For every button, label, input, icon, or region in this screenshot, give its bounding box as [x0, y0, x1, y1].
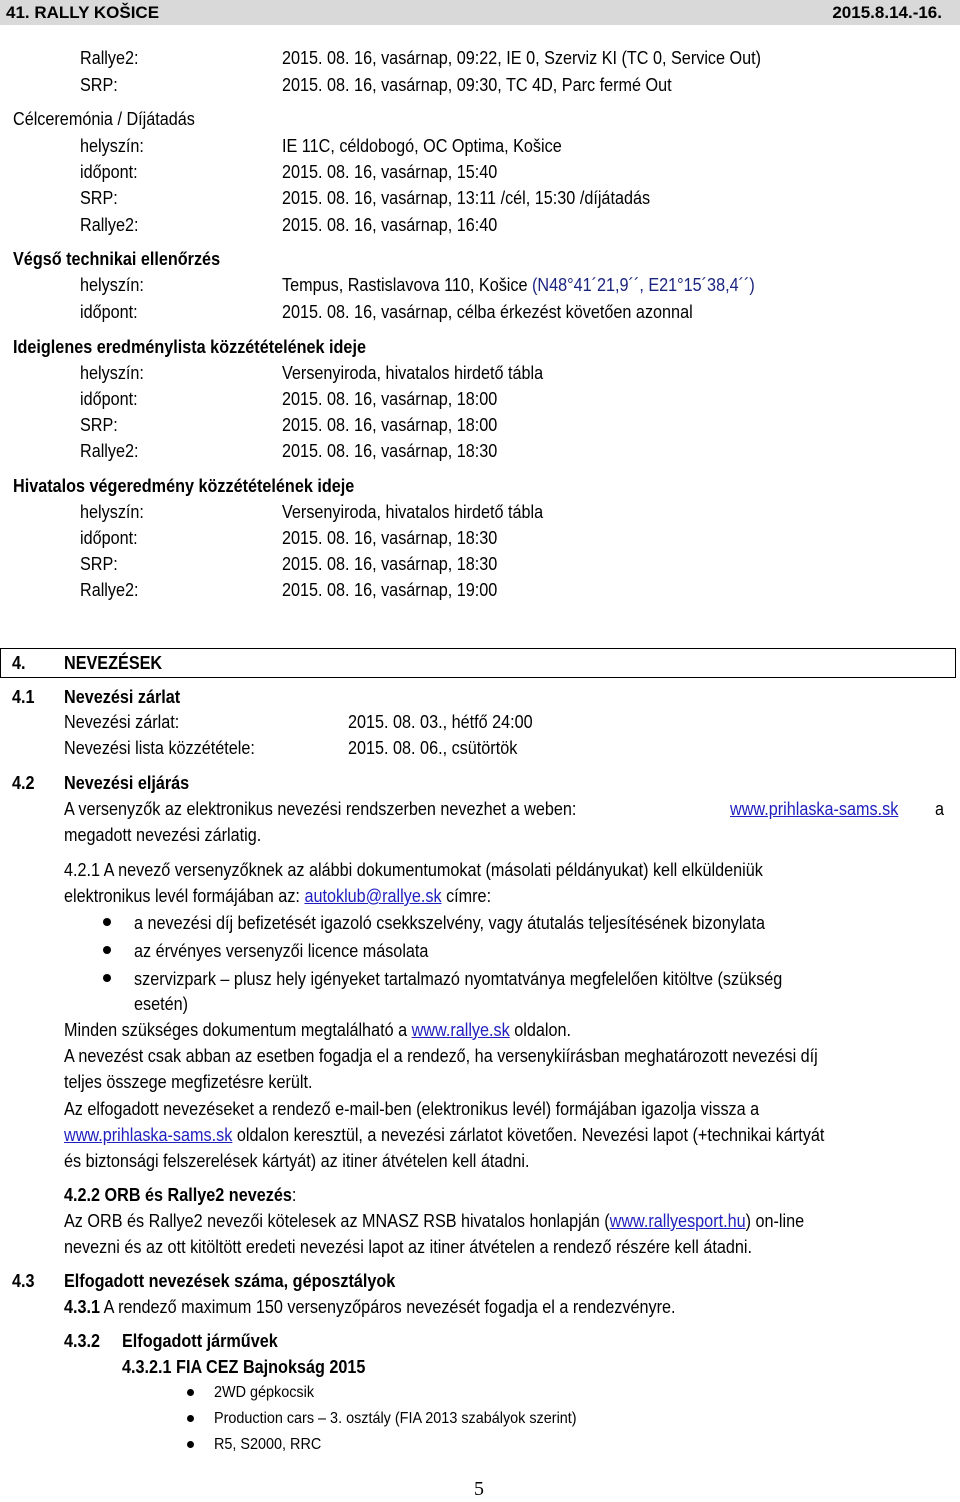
list-item: R5, S2000, RRC: [214, 1436, 322, 1453]
section-4-3-2-1-title: 4.3.2.1 FIA CEZ Bajnokság 2015: [122, 1357, 366, 1377]
section-4-3-1-number: 4.3.1: [64, 1297, 101, 1317]
location-coordinates: (N48°41´21,9´´, E21°15´38,4´´): [532, 275, 755, 295]
section-4-3-2-number: 4.3.2: [64, 1331, 101, 1351]
confirmation-line2-text: oldalon keresztül, a nevezési zárlatot követően. Nevezési lapot (+technikai kártyát: [236, 1125, 825, 1145]
ceremony-label: helyszín:: [80, 136, 144, 156]
ceremony-label: SRP:: [80, 188, 118, 208]
bullet-icon: [187, 1441, 194, 1448]
provisional-label: helyszín:: [80, 363, 144, 383]
list-item: az érvényes versenyzői licence másolata: [134, 941, 429, 961]
provisional-label: Rallye2:: [80, 441, 139, 461]
section-4-3-1-text: A rendező maximum 150 versenyzőpáros nevezését fogadja el a rendezvényre.: [103, 1297, 676, 1317]
autoklub-email-link[interactable]: autoklub@rallye.sk: [304, 886, 442, 906]
prihlaska-link[interactable]: www.prihlaska-sams.sk: [730, 799, 899, 819]
list-item: a nevezési díj befizetését igazoló csekkszelvény, vagy átutalás teljesítésének bizonylata: [134, 913, 765, 933]
bullet-icon: [103, 946, 111, 954]
official-value: 2015. 08. 16, vasárnap, 18:30: [282, 528, 498, 548]
official-label: helyszín:: [80, 502, 144, 522]
section-4-2-1-line2-text: elektronikus levél formájában az:: [64, 886, 300, 906]
page-number: 5: [474, 1478, 484, 1500]
section-4-2-1-line2-end: címre:: [446, 886, 492, 906]
confirmation-text: Az elfogadott nevezéseket a rendező e-mail-ben (elektronikus levél) formájában igazolja vissza a: [64, 1099, 760, 1119]
ceremony-value: 2015. 08. 16, vasárnap, 13:11 /cél, 15:30 /díjátadás: [282, 188, 651, 208]
section-4-3-1-para: [64, 1296, 675, 1318]
final-check-heading: Végső technikai ellenőrzés: [13, 249, 221, 269]
acceptance-text-line2: teljes összege megfizetésre került.: [64, 1072, 313, 1092]
list-item: Production cars – 3. osztály (FIA 2013 szabályok szerint): [214, 1410, 577, 1427]
official-label: SRP:: [80, 554, 118, 574]
list-item-continuation: esetén): [134, 994, 189, 1014]
ceremony-value: 2015. 08. 16, vasárnap, 15:40: [282, 162, 498, 182]
section-4-2-2-line2: nevezni és az ott kitöltött eredeti nevezési lapot az itiner átvételen a rendező részére kell átadni.: [64, 1237, 752, 1257]
official-value: 2015. 08. 16, vasárnap, 19:00: [282, 580, 498, 600]
section-4-2-2-colon: :: [291, 1185, 297, 1205]
section-4-2-2-heading: [64, 1184, 296, 1206]
documents-note: [64, 1019, 571, 1041]
bullet-icon: [103, 918, 111, 926]
ceremony-heading: Célceremónia / Díjátadás: [13, 109, 195, 129]
entry-deadline-value: 2015. 08. 03., hétfő 24:00: [348, 712, 533, 732]
schedule-value: 2015. 08. 16, vasárnap, 09:30, TC 4D, Parc fermé Out: [282, 75, 672, 95]
provisional-heading: Ideiglenes eredménylista közzétételének ideje: [13, 337, 366, 357]
entry-procedure-text-end: a: [935, 799, 945, 819]
rallye-link[interactable]: www.rallye.sk: [411, 1020, 510, 1040]
bullet-icon: [187, 1415, 194, 1422]
section-4-2-2-title: 4.2.2 ORB és Rallye2 nevezés: [64, 1185, 292, 1205]
acceptance-text: A nevezést csak abban az esetben fogadja el a rendező, ha versenykiírásban meghatározott nevezési díj: [64, 1046, 818, 1066]
section-4-1-title: Nevezési zárlat: [64, 687, 181, 707]
entry-list-label: Nevezési lista közzététele:: [64, 738, 255, 758]
final-check-label: időpont:: [80, 302, 138, 322]
provisional-value: 2015. 08. 16, vasárnap, 18:00: [282, 389, 498, 409]
list-item: szervizpark – plusz hely igényeket tartalmazó nyomtatványa megfelelően kitöltve (szükség: [134, 969, 783, 989]
header-date: 2015.8.14.-16.: [832, 3, 942, 22]
section-4-2-1-line2: [64, 885, 491, 907]
official-heading: Hivatalos végeredmény közzétételének ideje: [13, 476, 355, 496]
final-check-label: helyszín:: [80, 275, 144, 295]
ceremony-label: időpont:: [80, 162, 138, 182]
entry-list-value: 2015. 08. 06., csütörtök: [348, 738, 518, 758]
official-value: Versenyiroda, hivatalos hirdető tábla: [282, 502, 544, 522]
section-4-3-2-title: Elfogadott járművek: [122, 1331, 278, 1351]
section-4-2-2-line1: [64, 1210, 804, 1232]
bullet-icon: [103, 974, 111, 982]
official-label: időpont:: [80, 528, 138, 548]
page-header: [0, 0, 960, 25]
section-4-1-number: 4.1: [12, 687, 35, 707]
bullet-icon: [187, 1389, 194, 1396]
documents-note-end: oldalon.: [514, 1020, 572, 1040]
section-4-3-number: 4.3: [12, 1271, 35, 1291]
official-value: 2015. 08. 16, vasárnap, 18:30: [282, 554, 498, 574]
official-label: Rallye2:: [80, 580, 139, 600]
provisional-value: 2015. 08. 16, vasárnap, 18:00: [282, 415, 498, 435]
schedule-value: 2015. 08. 16, vasárnap, 09:22, IE 0, Szerviz KI (TC 0, Service Out): [282, 48, 762, 68]
entry-deadline-label: Nevezési zárlat:: [64, 712, 180, 732]
provisional-label: SRP:: [80, 415, 118, 435]
list-item: 2WD gépkocsik: [214, 1384, 315, 1401]
final-check-value: 2015. 08. 16, vasárnap, célba érkezést követően azonnal: [282, 302, 693, 322]
final-check-location: [282, 274, 755, 296]
provisional-label: időpont:: [80, 389, 138, 409]
ceremony-value: IE 11C, céldobogó, OC Optima, Košice: [282, 136, 562, 156]
ceremony-value: 2015. 08. 16, vasárnap, 16:40: [282, 215, 498, 235]
documents-note-text: Minden szükséges dokumentum megtalálható a: [64, 1020, 408, 1040]
section-4-2-2-text-end: ) on-line: [745, 1211, 805, 1231]
section-4-3-title: Elfogadott nevezések száma, géposztályok: [64, 1271, 396, 1291]
section-4-2-title: Nevezési eljárás: [64, 773, 190, 793]
section-4-2-number: 4.2: [12, 773, 35, 793]
schedule-label: SRP:: [80, 75, 118, 95]
schedule-label: Rallye2:: [80, 48, 139, 68]
prihlaska-link[interactable]: www.prihlaska-sams.sk: [64, 1125, 233, 1145]
provisional-value: 2015. 08. 16, vasárnap, 18:30: [282, 441, 498, 461]
provisional-value: Versenyiroda, hivatalos hirdető tábla: [282, 363, 544, 383]
rallyesport-link[interactable]: www.rallyesport.hu: [609, 1211, 746, 1231]
section-4-2-1-para: [64, 859, 763, 881]
entry-procedure-text-line2: megadott nevezési zárlatig.: [64, 825, 262, 845]
location-address: Tempus, Rastislavova 110, Košice: [282, 275, 533, 295]
section-4-2-1-number: 4.2.1: [64, 860, 101, 880]
section-4-number: 4.: [12, 653, 26, 673]
section-4-title: NEVEZÉSEK: [64, 653, 163, 673]
confirmation-line3: és biztonsági felszerelések kártyát) az itiner átvételen kell átadni.: [64, 1151, 530, 1171]
entry-procedure-text: A versenyzők az elektronikus nevezési rendszerben nevezhet a weben:: [64, 799, 577, 819]
section-4-2-1-text: A nevező versenyzőknek az alábbi dokumentumokat (másolati példányukat) kell elküldeniük: [103, 860, 763, 880]
section-4-2-2-text: Az ORB és Rallye2 nevezői kötelesek az MNASZ RSB hivatalos honlapján (: [64, 1211, 610, 1231]
ceremony-label: Rallye2:: [80, 215, 139, 235]
header-title: 41. RALLY KOŠICE: [6, 3, 160, 22]
confirmation-line2: [64, 1124, 824, 1146]
